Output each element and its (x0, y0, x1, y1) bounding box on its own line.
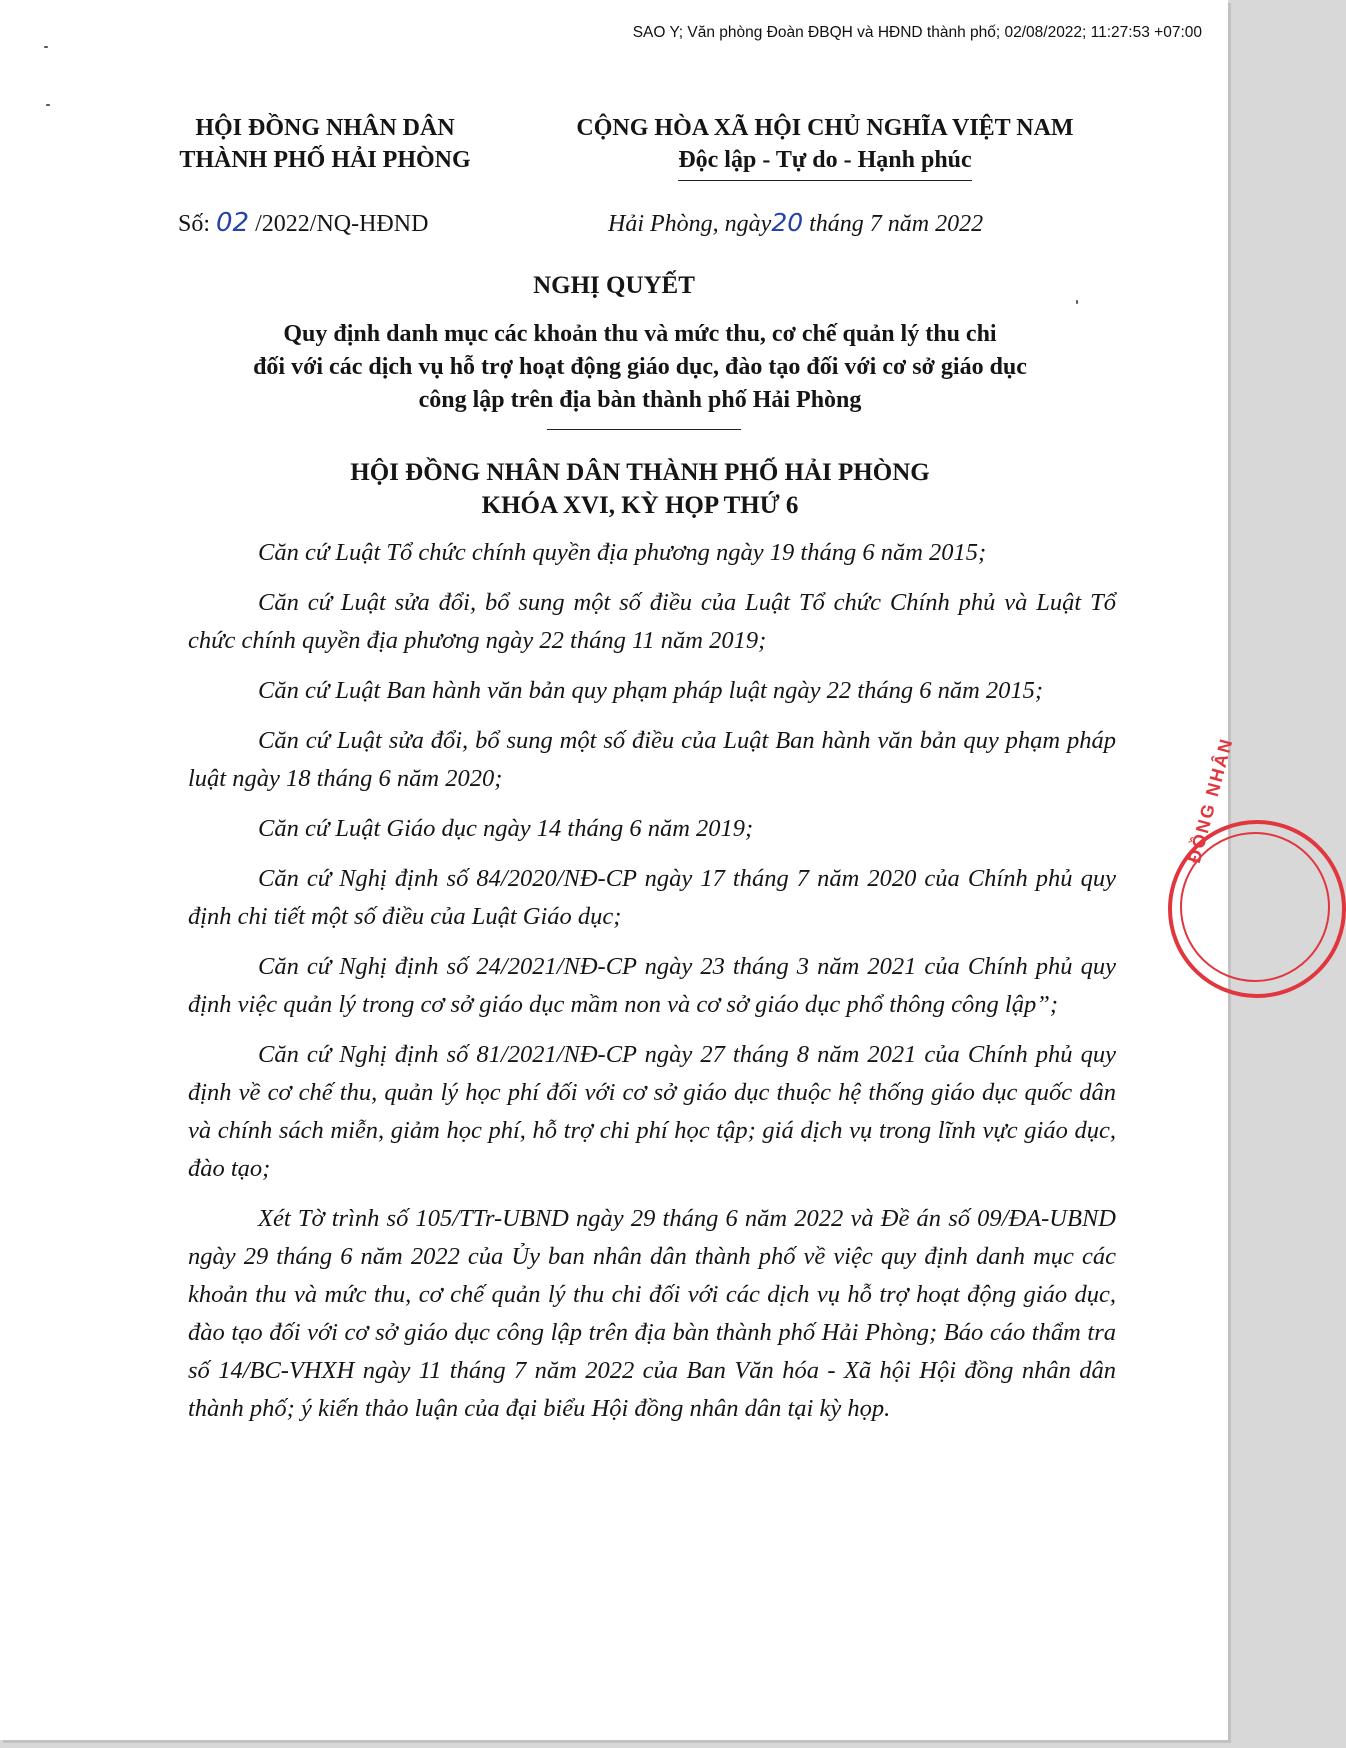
doc-number-prefix: Số: (178, 211, 211, 237)
national-heading (525, 112, 1125, 181)
nation-name: CỘNG HÒA XÃ HỘI CHỦ NGHĨA VIỆT NAM (576, 115, 1074, 141)
issuing-authority (150, 112, 500, 176)
authority-line-2: THÀNH PHỐ HẢI PHÒNG (179, 147, 471, 173)
subject-line-3: công lập trên địa bàn thành phố Hải Phòng (418, 387, 862, 413)
subject-underline (547, 429, 741, 430)
doc-number-handwritten: 02 (216, 208, 250, 238)
date-suffix: tháng 7 năm 2022 (809, 211, 984, 237)
legal-basis-paragraph: Căn cứ Luật sửa đổi, bổ sung một số điều của Luật Tổ chức Chính phủ và Luật Tổ chức chính quyền địa phương ngày 22 tháng 11 năm 2019; (188, 589, 1116, 654)
seal-text: ĐỒNG NHÂN (1184, 735, 1237, 866)
scan-speck (46, 104, 50, 106)
official-seal-partial (1148, 735, 1258, 1000)
document-title: NGHỊ QUYẾT (533, 272, 695, 299)
place-and-date (608, 208, 983, 238)
legal-basis-paragraph: Căn cứ Luật Ban hành văn bản quy phạm pháp luật ngày 22 tháng 6 năm 2015; (258, 677, 1044, 704)
digital-copy-stamp: SAO Y; Văn phòng Đoàn ĐBQH và HĐND thành phố; 02/08/2022; 11:27:53 +07:00 (632, 24, 1202, 41)
council-session: KHÓA XVI, KỲ HỌP THỨ 6 (481, 492, 799, 519)
authority-line-1: HỘI ĐỒNG NHÂN DÂN (195, 115, 455, 141)
subject-line-1: Quy định danh mục các khoản thu và mức thu, cơ chế quản lý thu chi (283, 321, 997, 347)
document-subject (160, 318, 1120, 417)
legal-basis-paragraph: Căn cứ Nghị định số 81/2021/NĐ-CP ngày 27 tháng 8 năm 2021 của Chính phủ quy định về cơ chế thu, quản lý học phí đối với cơ sở giáo dục thuộc hệ thống giáo dục quốc dân và chính sách miễn, giảm học phí, hỗ trợ chi phí học tập; giá dịch vụ trong lĩnh vực giáo dục, đào tạo; (188, 1041, 1116, 1182)
legal-basis-body (188, 534, 1116, 1440)
legal-basis-paragraph: Căn cứ Luật Tổ chức chính quyền địa phương ngày 19 tháng 6 năm 2015; (258, 539, 987, 566)
scan-speck (1076, 300, 1078, 304)
doc-number-suffix: /2022/NQ-HĐND (255, 211, 429, 237)
document-number (178, 208, 428, 238)
subject-line-2: đối với các dịch vụ hỗ trợ hoạt động giáo dục, đào tạo đối với cơ sở giáo dục (253, 354, 1027, 380)
legal-basis-paragraph: Căn cứ Luật sửa đổi, bổ sung một số điều của Luật Ban hành văn bản quy phạm pháp luật ngày 18 tháng 6 năm 2020; (188, 727, 1116, 792)
legal-basis-paragraph: Xét Tờ trình số 105/TTr-UBND ngày 29 tháng 6 năm 2022 và Đề án số 09/ĐA-UBND ngày 29 tháng 6 năm 2022 của Ủy ban nhân dân thành phố về việc quy định danh mục các khoản thu và mức thu, cơ chế quản lý thu chi đối với các dịch vụ hỗ trợ hoạt động giáo dục, đào tạo đối với cơ sở giáo dục công lập trên địa bàn thành phố Hải Phòng; Báo cáo thẩm tra số 14/BC-VHXH ngày 11 tháng 7 năm 2022 của Ban Văn hóa - Xã hội Hội đồng nhân dân thành phố; ý kiến thảo luận của đại biểu Hội đồng nhân dân tại kỳ họp. (188, 1205, 1116, 1422)
legal-basis-paragraph: Căn cứ Nghị định số 84/2020/NĐ-CP ngày 17 tháng 7 năm 2020 của Chính phủ quy định chi tiết một số điều của Luật Giáo dục; (188, 865, 1116, 930)
date-prefix: Hải Phòng, ngày (608, 211, 772, 237)
scan-speck (44, 46, 48, 48)
legal-basis-paragraph: Căn cứ Nghị định số 24/2021/NĐ-CP ngày 23 tháng 3 năm 2021 của Chính phủ quy định việc quản lý trong cơ sở giáo dục mầm non và cơ sở giáo dục phổ thông công lập”; (188, 953, 1116, 1018)
legal-basis-paragraph: Căn cứ Luật Giáo dục ngày 14 tháng 6 năm 2019; (258, 815, 754, 842)
date-day-handwritten: 20 (771, 208, 804, 237)
national-motto: Độc lập - Tự do - Hạnh phúc (678, 144, 971, 181)
council-heading (160, 456, 1120, 522)
council-name: HỘI ĐỒNG NHÂN DÂN THÀNH PHỐ HẢI PHÒNG (350, 459, 930, 486)
document-header (150, 112, 1120, 252)
